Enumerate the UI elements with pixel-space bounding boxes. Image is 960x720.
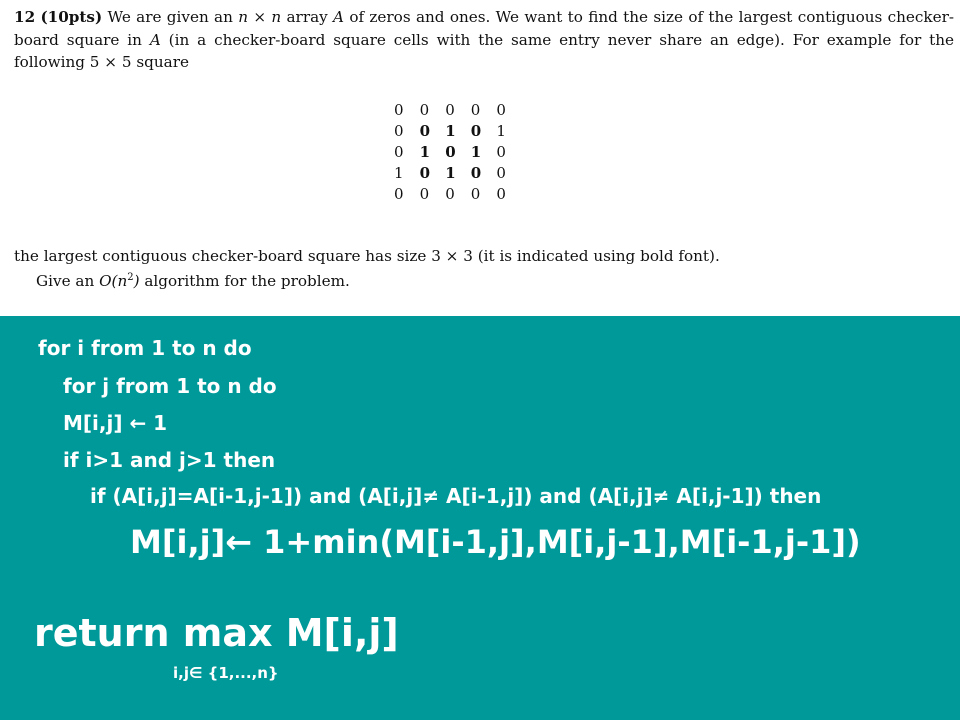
problem-text-b: array bbox=[286, 8, 328, 26]
problem-points: (10pts) bbox=[40, 8, 103, 26]
problem-statement bbox=[0, 0, 960, 316]
code-line-init: M[i,j] ← 1 bbox=[63, 411, 168, 435]
grid-cell: 0 bbox=[470, 121, 482, 140]
grid-row bbox=[394, 99, 522, 120]
grid-cell: 0 bbox=[419, 100, 430, 119]
grid-cell: 1 bbox=[394, 164, 404, 183]
grid-cell: 1 bbox=[445, 164, 456, 183]
algorithm-request bbox=[36, 270, 350, 292]
code-line-bounds-check: if i>1 and j>1 then bbox=[63, 448, 276, 472]
grid-cell: 0 bbox=[445, 142, 456, 161]
grid-cell: 0 bbox=[394, 142, 404, 161]
code-line-checker-condition: if (A[i,j]=A[i-1,j-1]) and (A[i,j]≠ A[i-1,j]) and (A[i,j]≠ A[i,j-1]) then bbox=[90, 484, 822, 508]
grid-cell: 0 bbox=[419, 164, 431, 183]
problem-paragraph bbox=[14, 6, 954, 74]
grid-cell: 0 bbox=[394, 185, 404, 204]
grid-cell: 0 bbox=[470, 164, 482, 183]
grid-cell: 1 bbox=[419, 142, 431, 161]
problem-text-a: We are given an bbox=[107, 8, 233, 26]
grid-cell: 0 bbox=[445, 185, 455, 204]
grid-cell: 0 bbox=[470, 185, 481, 204]
grid-cell: 1 bbox=[496, 121, 506, 140]
grid-cell: 0 bbox=[394, 121, 404, 140]
grid-cell: 0 bbox=[496, 185, 506, 204]
grid-cell: 0 bbox=[496, 164, 506, 183]
big-o-notation: O(n bbox=[99, 272, 128, 290]
result-sentence: the largest contiguous checker-board square has size 3 × 3 (it is indicated using bold font). bbox=[14, 247, 720, 265]
grid-cell: 0 bbox=[419, 121, 431, 140]
math-array-a-2: A bbox=[149, 30, 161, 49]
grid-row bbox=[394, 163, 522, 184]
big-o-exponent: 2 bbox=[127, 271, 134, 283]
grid-cell: 0 bbox=[496, 142, 506, 161]
grid-cell: 0 bbox=[419, 185, 430, 204]
pseudocode-panel bbox=[0, 316, 960, 720]
example-grid bbox=[394, 99, 522, 205]
problem-text-d: (in a checker-board square cells with the same entry never share an edge). For example for the following 5 × 5 square bbox=[14, 30, 954, 71]
grid-cell: 0 bbox=[445, 100, 455, 119]
grid-cell: 0 bbox=[394, 100, 404, 119]
algo-prefix: Give an bbox=[36, 272, 95, 290]
math-n-times-n: n × n bbox=[238, 8, 282, 26]
code-line-return: return max M[i,j] bbox=[34, 611, 399, 655]
grid-cell: 1 bbox=[445, 121, 456, 140]
code-line-return-subscript: i,j∈ {1,...,n} bbox=[173, 664, 279, 682]
problem-number: 12 bbox=[14, 8, 36, 26]
algo-suffix: algorithm for the problem. bbox=[144, 272, 350, 290]
code-line-inner-loop: for j from 1 to n do bbox=[63, 374, 277, 398]
grid-cell: 0 bbox=[470, 100, 481, 119]
math-array-a: A bbox=[333, 8, 345, 26]
code-line-outer-loop: for i from 1 to n do bbox=[38, 336, 252, 360]
big-o-close: ) bbox=[133, 272, 140, 290]
code-line-recurrence: M[i,j]← 1+min(M[i-1,j],M[i,j-1],M[i-1,j-1]) bbox=[130, 523, 861, 561]
grid-cell: 0 bbox=[496, 100, 506, 119]
grid-row bbox=[394, 120, 522, 141]
grid-row bbox=[394, 141, 522, 162]
grid-cell: 1 bbox=[470, 142, 482, 161]
grid-row bbox=[394, 184, 522, 205]
problem-text-c: of zeros and ones. We want to find the size of the largest contiguous checker-board square in bbox=[14, 8, 955, 49]
